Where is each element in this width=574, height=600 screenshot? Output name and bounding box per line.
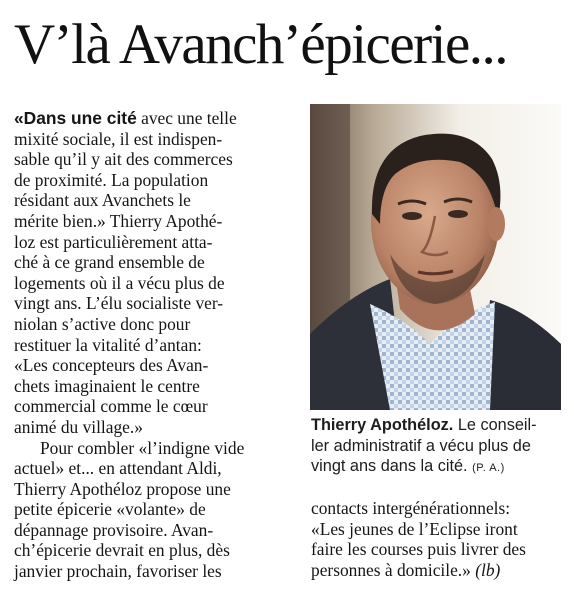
- article-line: «Les concepteurs des Avan-: [14, 355, 209, 376]
- article-line: janvier prochain, favoriser les: [14, 561, 222, 582]
- article-line: commercial comme le cœur: [14, 396, 208, 417]
- article-line: Thierry Apothéloz propose une: [14, 478, 231, 499]
- article-line: logements où il a vécu plus de: [14, 272, 225, 293]
- article-line: animé du village.»: [14, 416, 143, 437]
- portrait-photo: [310, 104, 561, 410]
- article-line: chets imaginaient le centre: [14, 375, 200, 396]
- article-line: Pour combler «l’indigne vide: [40, 437, 245, 458]
- photo-caption: [311, 415, 566, 479]
- article-line: de proximité. La population: [14, 169, 209, 190]
- article-left-column: [14, 108, 296, 582]
- photo-credit: (P. A.): [472, 462, 505, 474]
- headline: V’là Avanch’épicerie...: [14, 13, 508, 76]
- article-line: actuel» et... en attendant Aldi,: [14, 458, 222, 479]
- article-line: mérite bien.» Thierry Apothé-: [14, 210, 223, 231]
- caption-line: ler administratif a vécu plus de: [311, 436, 531, 455]
- article-line: dépannage provisoire. Avan-: [14, 519, 214, 540]
- article-line: mixité sociale, il est indispen-: [14, 128, 223, 149]
- article-line: ché à ce grand ensemble de: [14, 252, 205, 273]
- article-line: sable qu’il y ait des commerces: [14, 149, 233, 170]
- article-line: ch’épicerie devrait en plus, dès: [14, 540, 230, 561]
- caption-line: Thierry Apothéloz. Le conseil-: [311, 416, 537, 434]
- article-right-column: [311, 498, 566, 580]
- article-line: «Les jeunes de l’Eclipse iront: [311, 518, 518, 539]
- author-signature: (lb): [475, 559, 501, 580]
- lead-words: «Dans une cité: [14, 108, 137, 128]
- article-line: vingt ans. L’élu socialiste ver-: [14, 293, 224, 314]
- caption-name: Thierry Apothéloz.: [311, 416, 454, 434]
- article-line: loz est particulièrement atta-: [14, 231, 213, 252]
- article-line: contacts intergénérationnels:: [311, 498, 511, 518]
- article-line: niolan s’active donc pour: [14, 313, 191, 334]
- caption-line: vingt ans dans la cité. (P. A.): [311, 457, 505, 475]
- portrait-photo-icon: [310, 104, 561, 410]
- article-line: faire les courses puis livrer des: [311, 539, 526, 560]
- article-line: restituer la vitalité d’antan:: [14, 334, 202, 355]
- article-line: «Dans une cité avec une telle: [14, 108, 237, 128]
- article-line: petite épicerie «volante» de: [14, 499, 206, 520]
- article-line: personnes à domicile.» (lb): [311, 559, 501, 580]
- article-line: résidant aux Avanchets le: [14, 190, 191, 211]
